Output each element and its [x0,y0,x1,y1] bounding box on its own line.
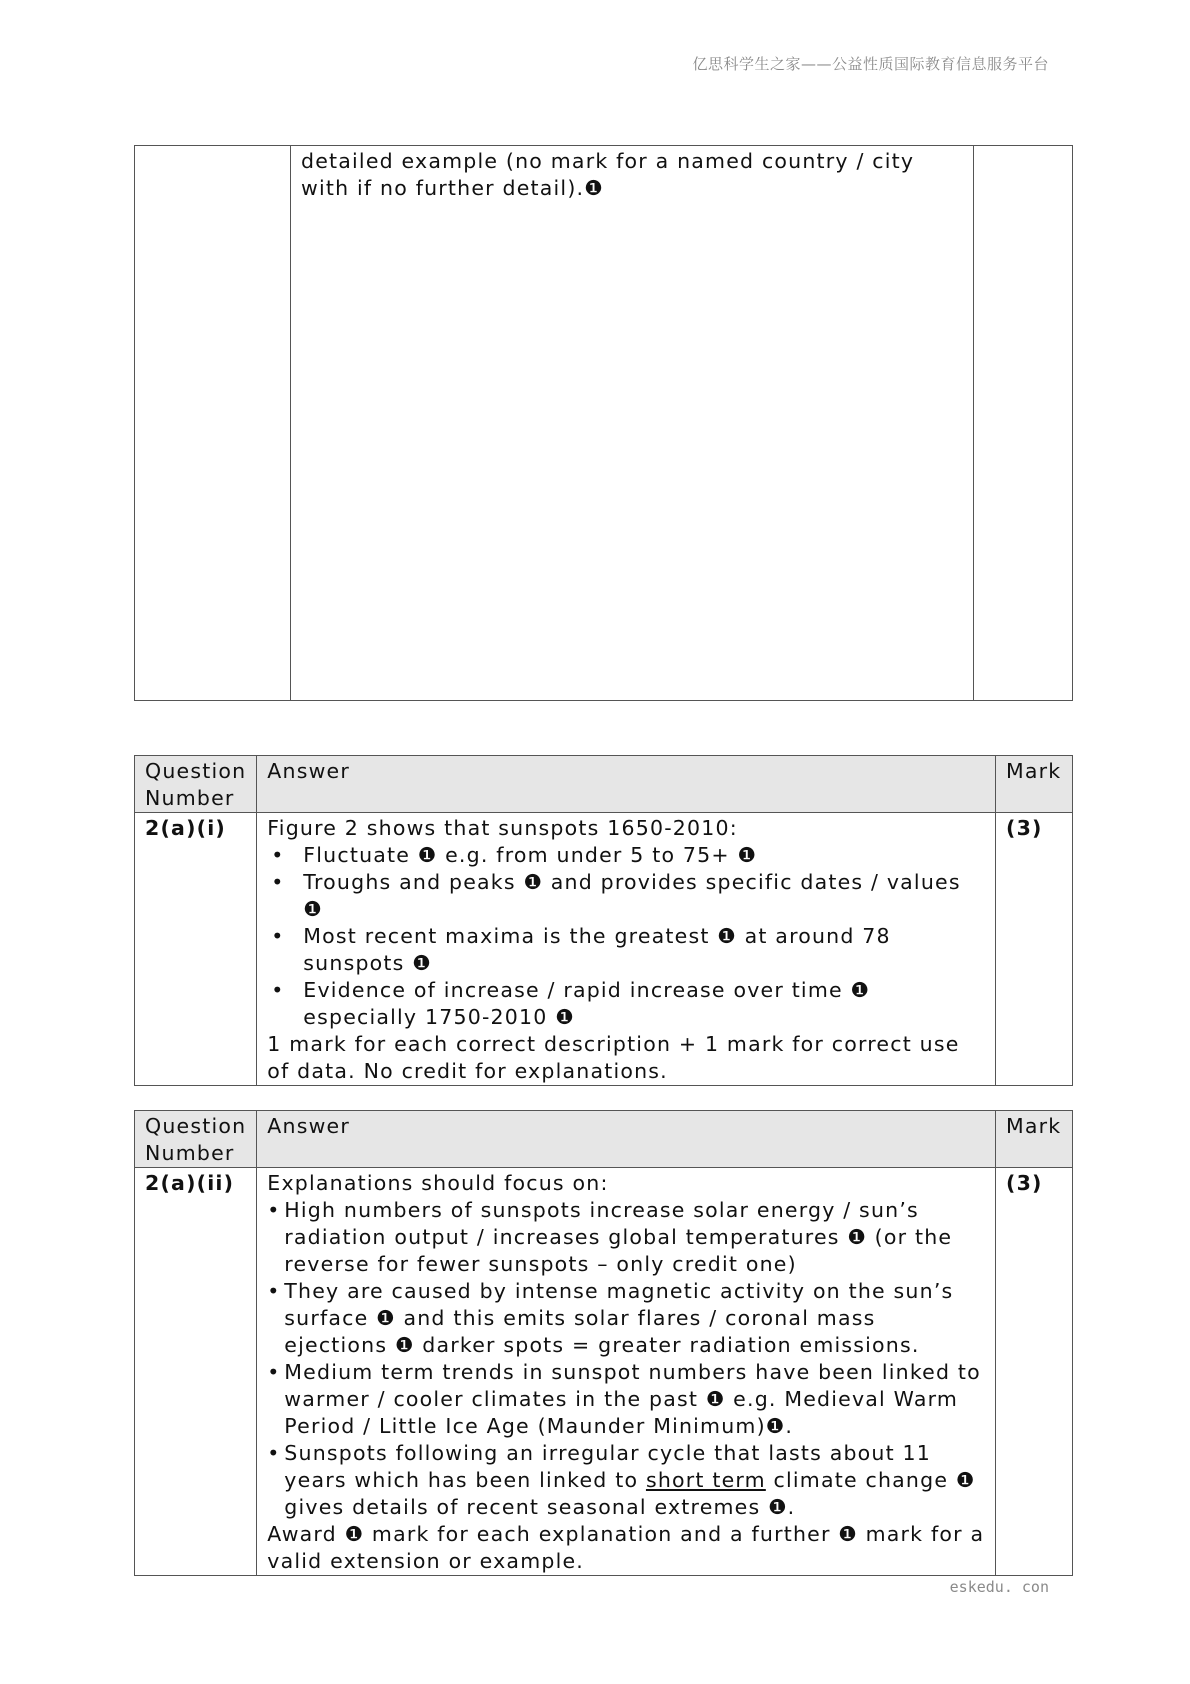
question-table-2ai [134,755,1073,1086]
table-header-row [135,1111,1073,1168]
answer-bullet-list [267,1197,985,1521]
question-number: 2(a)(ii) [135,1168,257,1576]
answer-bullet: • Troughs and peaks ❶ and provides specific dates / values ❶ [267,869,985,923]
answer-intro: Figure 2 shows that sunspots 1650-2010: [267,816,738,840]
table-row [135,1168,1073,1576]
header-mark: Mark [996,756,1073,813]
answer-closing: Award ❶ mark for each explanation and a further ❶ mark for a valid extension or example. [267,1522,985,1573]
answer-intro: Explanations should focus on: [267,1171,609,1195]
answer-cell [257,1168,996,1576]
answer-bullet: • They are caused by intense magnetic activity on the sun’s surface ❶ and this emits solar flares / coronal mass ejections ❶ darker spots = greater radiation emissions. [267,1278,985,1359]
answer-bullet: • Evidence of increase / rapid increase over time ❶ especially 1750-2010 ❶ [267,977,985,1031]
question-number: 2(a)(i) [135,813,257,1086]
answer-bullet: • Fluctuate ❶ e.g. from under 5 to 75+ ❶ [267,842,985,869]
answer-closing: 1 mark for each correct description + 1 mark for correct use of data. No credit for explanations. [267,1032,960,1083]
page-header: 亿思科学生之家——公益性质国际教育信息服务平台 [692,55,1049,73]
question-table-2aii [134,1110,1073,1576]
answer-bullet: • Medium term trends in sunspot numbers have been linked to warmer / cooler climates in the past ❶ e.g. Medieval Warm Period / Little Ice Age (Maunder Minimum)❶. [267,1359,985,1440]
header-question-number: Question Number [135,756,257,813]
underlined-term: short term [645,1468,766,1492]
answer-bullet: • High numbers of sunspots increase solar energy / sun’s radiation output / increases global temperatures ❶ (or the reverse for fewer sunspots – only credit one) [267,1197,985,1278]
answer-bullet: • Most recent maxima is the greatest ❶ at around 78 sunspots ❶ [267,923,985,977]
mark-value: (3) [996,813,1073,1086]
header-answer: Answer [257,1111,996,1168]
header-mark: Mark [996,1111,1073,1168]
header-answer: Answer [257,756,996,813]
continuation-table [134,145,1073,701]
mark-value: (3) [996,1168,1073,1576]
continuation-answer-cell [291,146,974,701]
continuation-answer-text: detailed example (no mark for a named country / city with if no further detail).❶ [301,149,915,200]
header-question-number: Question Number [135,1111,257,1168]
answer-bullet-text: climate change ❶ gives details of recent seasonal extremes ❶. [284,1468,976,1519]
answer-bullet-list [267,842,985,1031]
answer-bullet-text: Sunspots following an irregular cycle that lasts about 11 years which has been linked to [284,1441,932,1492]
continuation-question-cell [135,146,291,701]
continuation-mark-cell [974,146,1073,701]
page-footer: eskedu. con [949,1578,1049,1596]
table-header-row [135,756,1073,813]
answer-cell [257,813,996,1086]
table-row [135,813,1073,1086]
answer-bullet [267,1440,985,1521]
